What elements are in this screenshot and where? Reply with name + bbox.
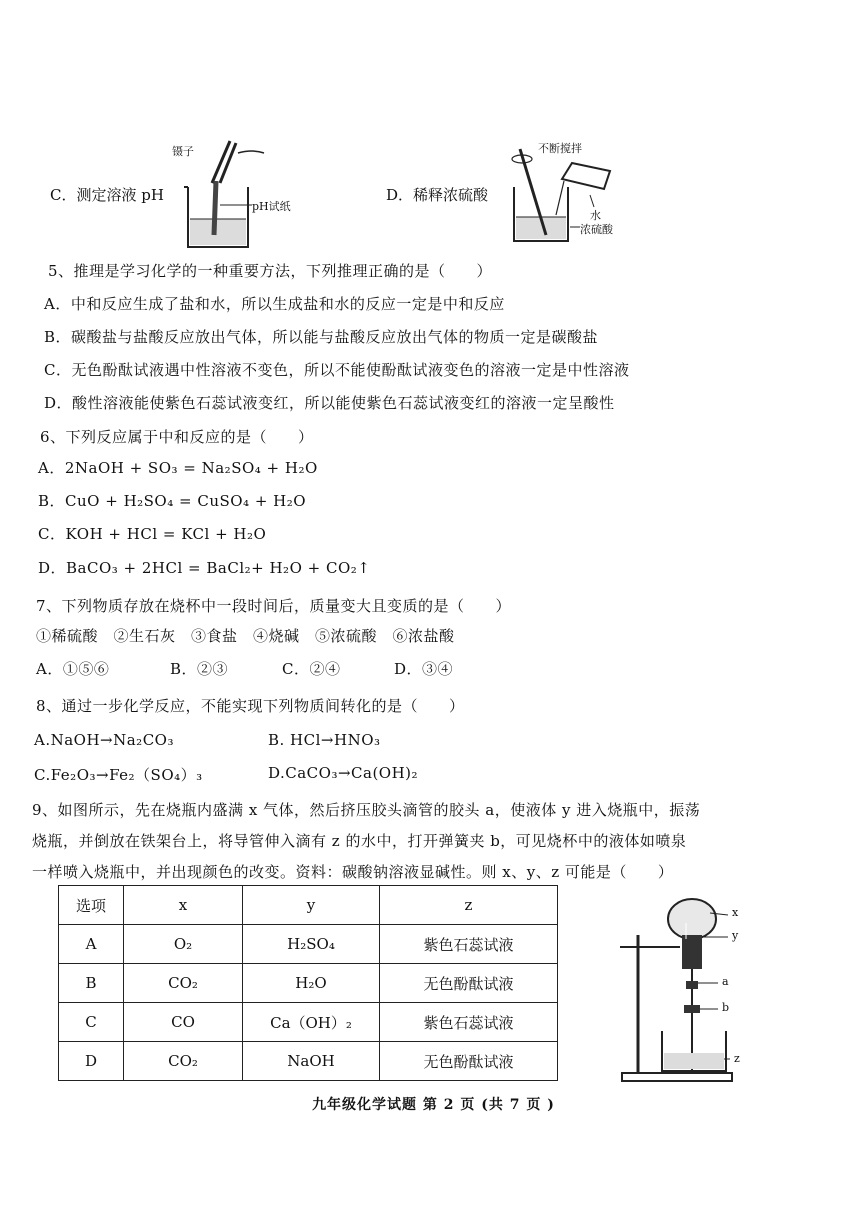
q7-items: ①稀硫酸 ②生石灰 ③食盐 ④烧碱 ⑤浓硫酸 ⑥浓盐酸: [36, 627, 455, 645]
q6-stem: 6、下列反应属于中和反应的是（ ）: [40, 428, 314, 446]
table-row: [59, 964, 558, 1003]
table-cell: H₂O: [243, 964, 380, 1003]
options-table: [58, 885, 558, 1081]
figure-label-z: z: [734, 1052, 740, 1065]
water-label: 水: [590, 209, 601, 222]
table-cell: 无色酚酞试液: [380, 1042, 558, 1081]
table-cell: D: [59, 1042, 124, 1081]
q5-option-c: C．无色酚酞试液遇中性溶液不变色，所以不能使酚酞试液变色的溶液一定是中性溶液: [44, 361, 630, 379]
q7-option-b: B．②③: [170, 660, 229, 678]
figure-label-y: y: [732, 929, 739, 942]
table-cell: CO: [124, 1003, 243, 1042]
q7-option-d: D．③④: [394, 660, 454, 678]
q6-option-b: B．CuO + H₂SO₄ = CuSO₄ + H₂O: [38, 492, 307, 510]
table-row: [59, 925, 558, 964]
q8-stem: 8、通过一步化学反应，不能实现下列物质间转化的是（ ）: [36, 697, 465, 715]
option-d-label: D．稀释浓硫酸: [386, 186, 489, 204]
table-cell: 紫色石蕊试液: [380, 925, 558, 964]
table-cell: 紫色石蕊试液: [380, 1003, 558, 1042]
table-cell: CO₂: [124, 1042, 243, 1081]
table-cell: Ca（OH）₂: [243, 1003, 380, 1042]
q9-line1: 9、如图所示，先在烧瓶内盛满 x 气体，然后挤压胶头滴管的胶头 a，使液体 y 进入烧瓶中，振荡: [32, 801, 701, 819]
ph-paper-label: pH试纸: [252, 200, 291, 213]
table-header: z: [380, 886, 558, 925]
option-c-label: C．测定溶液 pH: [50, 186, 164, 204]
q7-option-a: A．①⑤⑥: [36, 660, 110, 678]
q9-line2: 烧瓶，并倒放在铁架台上，将导管伸入滴有 z 的水中，打开弹簧夹 b，可见烧杯中的液体如喷泉: [32, 832, 687, 850]
q5-option-d: D．酸性溶液能使紫色石蕊试液变红，所以能使紫色石蕊试液变红的溶液一定呈酸性: [44, 394, 615, 412]
table-row: [59, 1042, 558, 1081]
table-cell: O₂: [124, 925, 243, 964]
table-header-row: [59, 886, 558, 925]
table-cell: C: [59, 1003, 124, 1042]
table-cell: NaOH: [243, 1042, 380, 1081]
table-cell: CO₂: [124, 964, 243, 1003]
page-footer: 九年级化学试题 第 2 页 (共 7 页 ): [312, 1097, 555, 1113]
q8-option-d: D.CaCO₃→Ca(OH)₂: [268, 764, 419, 782]
table-row: [59, 1003, 558, 1042]
q6-option-a: A．2NaOH + SO₃ = Na₂SO₄ + H₂O: [38, 459, 318, 477]
figure-label-a: a: [722, 975, 729, 988]
stir-label: 不断搅拌: [538, 142, 582, 155]
tweezers-label: 镊子: [172, 145, 194, 158]
q8-option-b: B. HCl→HNO₃: [268, 731, 381, 749]
q5-stem: 5、推理是学习化学的一种重要方法，下列推理正确的是（ ）: [48, 262, 493, 280]
q5-option-a: A．中和反应生成了盐和水，所以生成盐和水的反应一定是中和反应: [44, 295, 505, 313]
q7-option-c: C．②④: [282, 660, 341, 678]
table-cell: H₂SO₄: [243, 925, 380, 964]
q7-stem: 7、下列物质存放在烧杯中一段时间后，质量变大且变质的是（ ）: [36, 597, 512, 615]
q6-option-d: D．BaCO₃ + 2HCl = BaCl₂+ H₂O + CO₂↑: [38, 559, 371, 577]
table-cell: A: [59, 925, 124, 964]
q8-option-a: A.NaOH→Na₂CO₃: [34, 731, 174, 749]
table-header: x: [124, 886, 243, 925]
table-header: 选项: [59, 886, 124, 925]
q6-option-c: C．KOH + HCl = KCl + H₂O: [38, 525, 267, 543]
q9-line3: 一样喷入烧瓶中，并出现颜色的改变。资料：碳酸钠溶液显碱性。则 x、y、z 可能是（ ）: [32, 863, 674, 881]
q5-option-b: B．碳酸盐与盐酸反应放出气体，所以能与盐酸反应放出气体的物质一定是碳酸盐: [44, 328, 599, 346]
table-header: y: [243, 886, 380, 925]
figure-label-x: x: [732, 906, 739, 919]
figure-label-b: b: [722, 1001, 730, 1014]
q8-option-c: C.Fe₂O₃→Fe₂（SO₄）₃: [34, 766, 203, 784]
conc-acid-label: 浓硫酸: [580, 223, 613, 236]
table-cell: B: [59, 964, 124, 1003]
table-cell: 无色酚酞试液: [380, 964, 558, 1003]
